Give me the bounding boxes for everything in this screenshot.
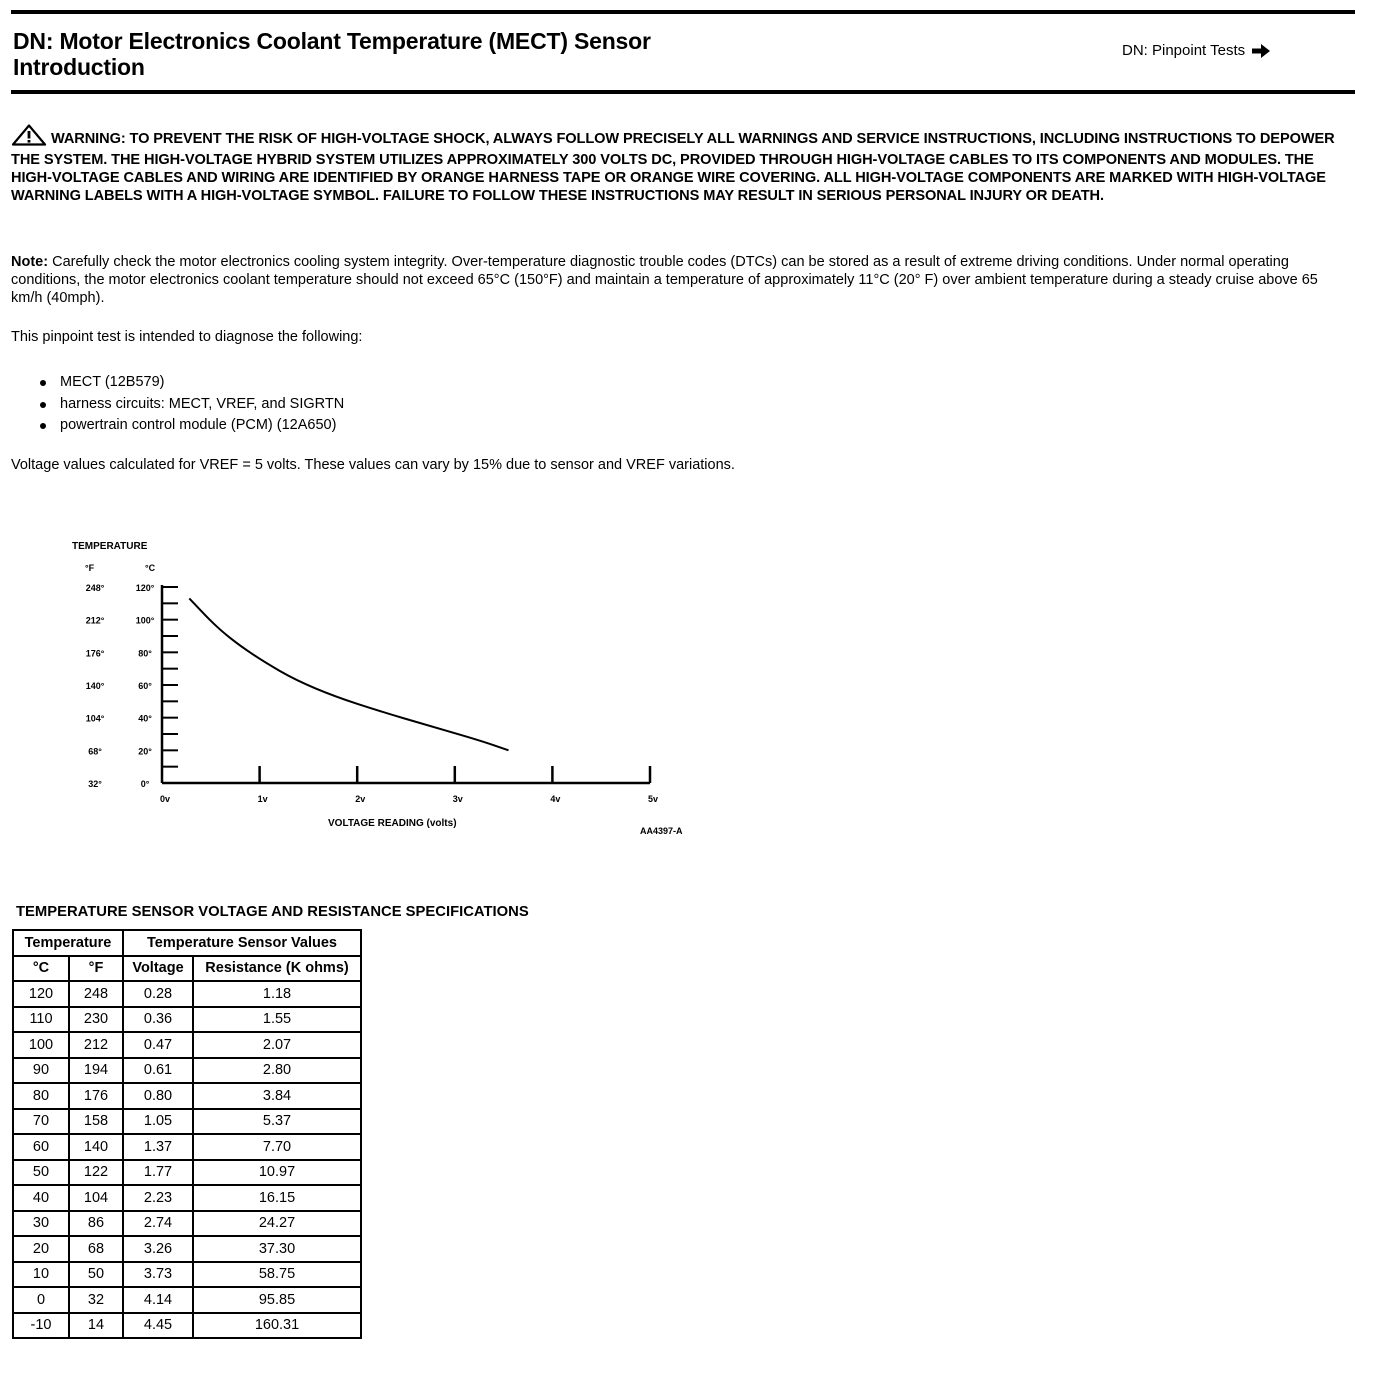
chart-y-tick-label-f: 104° (85, 713, 105, 724)
table-cell: 1.77 (123, 1160, 193, 1186)
chart-y-tick-label-c: 60° (138, 681, 152, 691)
chart-y-tick-label-f: 140° (85, 681, 105, 691)
table-cell: 0.61 (123, 1058, 193, 1084)
pinpoint-tests-link-label: DN: Pinpoint Tests (1122, 42, 1246, 59)
chart-y-tick-label-f: 176° (85, 648, 105, 659)
table-cell: 16.15 (193, 1185, 361, 1211)
intro-text: This pinpoint test is intended to diagnose the following: (11, 329, 363, 345)
table-cell: 20 (13, 1236, 69, 1262)
table-cell: 194 (69, 1058, 123, 1084)
chart-y-tick-label-c: 40° (138, 713, 152, 724)
table-column-header: °C (13, 956, 69, 982)
chart-y-tick-label-f: 212° (85, 615, 105, 626)
chart-x-tick-label: 2v (355, 794, 366, 804)
chart-unit-c: °C (145, 563, 156, 573)
table-row (13, 1262, 361, 1288)
table-row (13, 981, 361, 1007)
chart-ylabel: TEMPERATURE (72, 541, 148, 552)
chart-xlabel: VOLTAGE READING (volts) (328, 818, 457, 829)
table-row (13, 1185, 361, 1211)
table-cell: -10 (13, 1313, 69, 1339)
chart-y-tick-label-c: 100° (135, 615, 155, 626)
table-cell: 2.80 (193, 1058, 361, 1084)
list-item: MECT (12B579) (36, 372, 344, 394)
page-title-line1: DN: Motor Electronics Coolant Temperature (MECT) Sensor (13, 28, 651, 54)
list-item: powertrain control module (PCM) (12A650) (36, 415, 344, 437)
voltage-note: Voltage values calculated for VREF = 5 volts. These values can vary by 15% due to sensor and VREF variations. (11, 457, 735, 473)
table-row (13, 1313, 361, 1339)
chart-y-tick-label-c: 120° (135, 583, 155, 593)
table-title: TEMPERATURE SENSOR VOLTAGE AND RESISTANCE SPECIFICATIONS (16, 904, 529, 920)
table-cell: 212 (69, 1032, 123, 1058)
list-item: harness circuits: MECT, VREF, and SIGRTN (36, 394, 344, 416)
table-row (13, 1134, 361, 1160)
warning-text: WARNING: TO PREVENT THE RISK OF HIGH-VOLTAGE SHOCK, ALWAYS FOLLOW PRECISELY ALL WARNINGS AND SERVICE INSTRUCTIONS, INCLUDING INSTRUCTIONS TO DEPOWER THE SYSTEM. THE HIGH-VOLTAGE HYBRID SYSTEM UTILIZES APPROXIMATELY 300 VOLTS DC, PROVIDED THROUGH HIGH-VOLTAGE CABLES TO ITS COMPONENTS AND MODULES. THE HIGH-VOLTAGE CABLES AND WIRING ARE IDENTIFIED BY ORANGE HARNESS TAPE OR ORANGE WIRE COVERING. ALL HIGH-VOLTAGE COMPONENTS ARE MARKED WITH HIGH-VOLTAGE WARNING LABELS WITH A HIGH-VOLTAGE SYMBOL. FAILURE TO FOLLOW THESE INSTRUCTIONS MAY RESULT IN SERIOUS PERSONAL INJURY OR DEATH. (11, 131, 1335, 204)
table-cell: 0.47 (123, 1032, 193, 1058)
temperature-voltage-chart (60, 530, 720, 850)
table-cell: 2.23 (123, 1185, 193, 1211)
table-cell: 3.73 (123, 1262, 193, 1288)
table-cell: 14 (69, 1313, 123, 1339)
table-row (13, 1287, 361, 1313)
table-cell: 120 (13, 981, 69, 1007)
table-cell: 122 (69, 1160, 123, 1186)
table-row (13, 1032, 361, 1058)
table-cell: 37.30 (193, 1236, 361, 1262)
table-cell: 0 (13, 1287, 69, 1313)
table-cell: 176 (69, 1083, 123, 1109)
table-column-header: Resistance (K ohms) (193, 956, 361, 982)
chart-y-tick-label-c: 20° (138, 746, 152, 757)
table-cell: 5.37 (193, 1109, 361, 1135)
table-cell: 10 (13, 1262, 69, 1288)
table-column-header: Voltage (123, 956, 193, 982)
table-cell: 1.18 (193, 981, 361, 1007)
chart-series-line (189, 598, 508, 750)
chart-svg (60, 530, 720, 850)
chart-y-tick-label-f: 68° (88, 746, 102, 757)
table-cell: 100 (13, 1032, 69, 1058)
chart-x-tick-label: 5v (648, 794, 659, 804)
table-cell: 248 (69, 981, 123, 1007)
page-title-line2: Introduction (13, 54, 145, 80)
table-column-header: °F (69, 956, 123, 982)
table-cell: 104 (69, 1185, 123, 1211)
chart-x-tick-label: 1v (257, 794, 268, 804)
chart-x-tick-label: 4v (550, 794, 561, 804)
arrow-right-icon (1251, 43, 1271, 59)
table-cell: 32 (69, 1287, 123, 1313)
table-cell: 2.74 (123, 1211, 193, 1237)
note-text: Carefully check the motor electronics cooling system integrity. Over-temperature diagnostic trouble codes (DTCs) can be stored as a result of extreme driving conditions. Under normal operating conditions, the motor electronics coolant temperature should not exceed 65°C (150°F) and maintain a temperature of approximately 11°C (20° F) over ambient temperature during a steady cruise above 65 km/h (40mph). (11, 254, 1318, 306)
table-cell: 7.70 (193, 1134, 361, 1160)
chart-unit-f: °F (85, 563, 95, 573)
spec-table (12, 929, 362, 1339)
table-row (13, 1007, 361, 1033)
table-cell: 80 (13, 1083, 69, 1109)
table-cell: 30 (13, 1211, 69, 1237)
table-cell: 0.80 (123, 1083, 193, 1109)
table-cell: 1.55 (193, 1007, 361, 1033)
table-group-header: Temperature Sensor Values (123, 930, 361, 956)
table-cell: 3.84 (193, 1083, 361, 1109)
chart-y-tick-label-c: 0° (140, 779, 150, 789)
chart-x-tick-label: 3v (452, 794, 463, 804)
top-rule (11, 10, 1355, 14)
note-paragraph (11, 253, 1351, 307)
table-cell: 230 (69, 1007, 123, 1033)
table-cell: 3.26 (123, 1236, 193, 1262)
diagnose-list (36, 372, 344, 437)
pinpoint-tests-link[interactable] (1122, 42, 1271, 59)
note-label: Note: (11, 254, 49, 270)
table-cell: 0.28 (123, 981, 193, 1007)
table-cell: 1.05 (123, 1109, 193, 1135)
warning-triangle-icon (11, 124, 47, 151)
table-cell: 68 (69, 1236, 123, 1262)
table-cell: 60 (13, 1134, 69, 1160)
table-cell: 4.45 (123, 1313, 193, 1339)
chart-y-tick-label-c: 80° (138, 648, 152, 659)
table-cell: 2.07 (193, 1032, 361, 1058)
page-title (13, 28, 913, 80)
table-row (13, 1109, 361, 1135)
table-cell: 158 (69, 1109, 123, 1135)
table-cell: 10.97 (193, 1160, 361, 1186)
table-cell: 86 (69, 1211, 123, 1237)
table-row (13, 1058, 361, 1084)
table-row (13, 1211, 361, 1237)
chart-y-tick-label-f: 32° (88, 779, 102, 789)
table-cell: 50 (69, 1262, 123, 1288)
table-group-header: Temperature (13, 930, 123, 956)
table-cell: 4.14 (123, 1287, 193, 1313)
warning-block (11, 124, 1351, 205)
table-cell: 40 (13, 1185, 69, 1211)
table-cell: 58.75 (193, 1262, 361, 1288)
table-cell: 50 (13, 1160, 69, 1186)
table-cell: 110 (13, 1007, 69, 1033)
table-cell: 160.31 (193, 1313, 361, 1339)
header-bottom-rule (11, 90, 1355, 94)
table-cell: 1.37 (123, 1134, 193, 1160)
table-row (13, 1083, 361, 1109)
table-cell: 24.27 (193, 1211, 361, 1237)
table-cell: 70 (13, 1109, 69, 1135)
table-cell: 140 (69, 1134, 123, 1160)
chart-y-tick-label-f: 248° (85, 583, 105, 593)
table-row (13, 1236, 361, 1262)
table-cell: 90 (13, 1058, 69, 1084)
table-cell: 0.36 (123, 1007, 193, 1033)
table-cell: 95.85 (193, 1287, 361, 1313)
table-row (13, 1160, 361, 1186)
chart-x-tick-label: 0v (160, 794, 171, 804)
chart-figure-id: AA4397-A (640, 826, 683, 836)
